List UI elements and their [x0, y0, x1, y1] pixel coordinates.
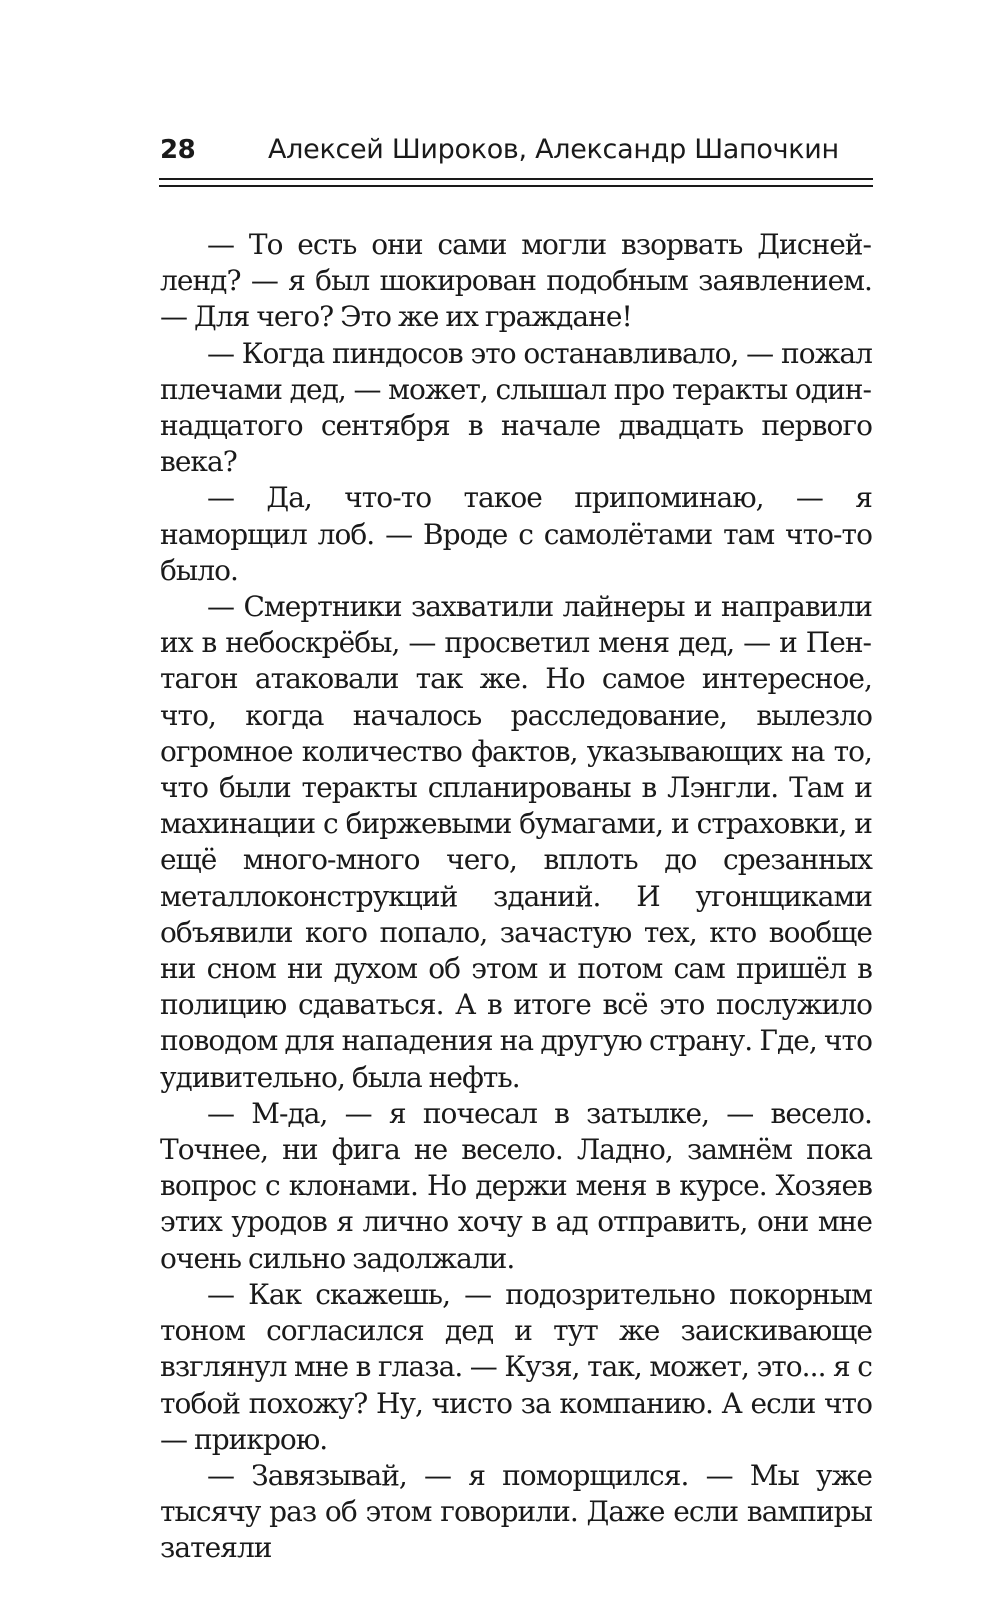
paragraph: — М-да, — я почесал в затылке, — весело. Точнее, ни фига не весело. Ладно, замнём пока вопрос с клонами. Но держи меня в курсе. Хозяев этих уродов я лично хочу в ад отправить, они мне очень сильно задолжали. [160, 1096, 872, 1275]
paragraph: — То есть они сами могли взорвать Диснейленд? — я был шокирован подобным заявлением. — Для чего? Это же их граждане! [160, 228, 872, 334]
paragraph: — Как скажешь, — подозрительно покорным тоном согласился дед и тут же заискивающе взглянул мне в глаза. — Кузя, так, может, это... я с тобой похожу? Ну, чисто за компанию. А если что — прикрою. [160, 1277, 872, 1456]
page-number: 28 [160, 135, 196, 165]
paragraph: — Когда пиндосов это останавливало, — пожал плечами дед, — может, слышал про теракты одиннадцатого сентября в начале двадцать первого века? [160, 336, 872, 479]
body-text [160, 227, 872, 1567]
paragraph: — Завязывай, — я поморщился. — Мы уже тысячу раз об этом говорили. Даже если вампиры затеяли [160, 1458, 872, 1565]
running-header [160, 134, 872, 174]
paragraph: — Да, что-то такое припоминаю, — я наморщил лоб. — Вроде с самолётами там что-то было. [160, 481, 872, 587]
header-rule-top [159, 178, 873, 180]
header-rule-bottom [159, 185, 873, 187]
header-authors: Алексей Широков, Александр Шапочкин [268, 134, 839, 165]
paragraph: — Смертники захватили лайнеры и направили их в небоскрёбы, — просветил меня дед, — и Пентагон атаковали так же. Но самое интересное, что, когда началось расследование, вылезло огромное количество фактов, указывающих на то, что были теракты спланированы в Лэнгли. Там и махинации с биржевыми бумагами, и страховки, и ещё много-много чего, вплоть до срезанных металлоконструкций зданий. И угонщиками объявили кого попало, зачастую тех, кто вообще ни сном ни духом об этом и потом сам пришёл в полицию сдаваться. А в итоге всё это послужило поводом для нападения на другую страну. Где, что удивительно, была нефть. [160, 590, 872, 1094]
